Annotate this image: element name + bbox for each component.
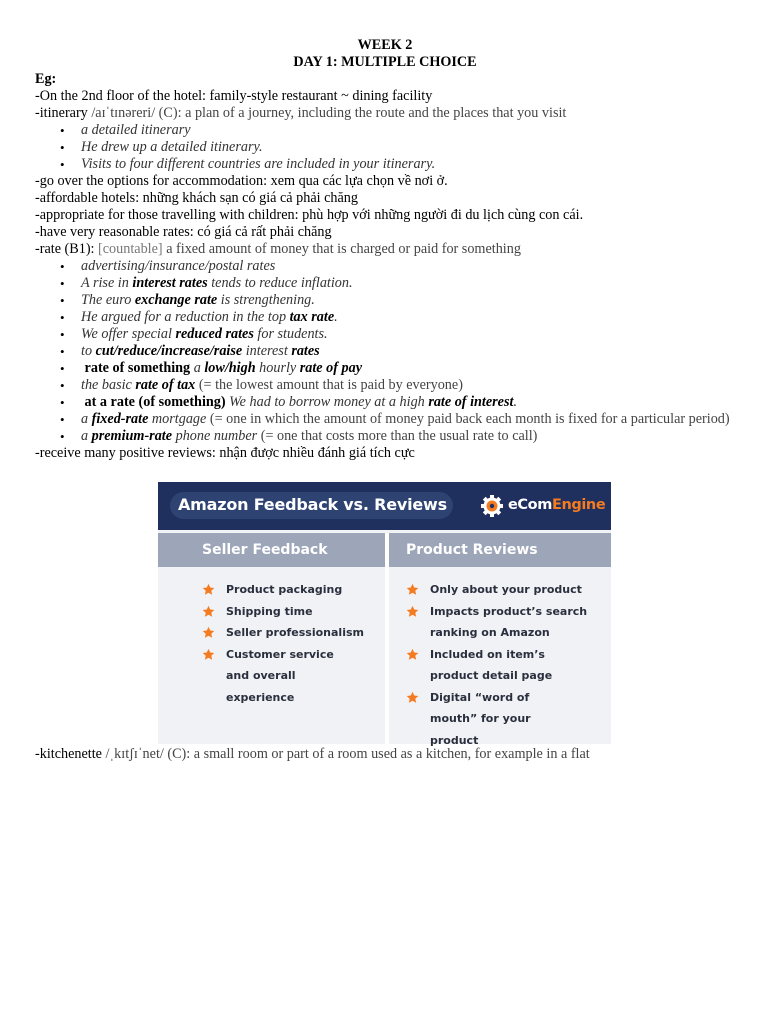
- product-reviews-header: Product Reviews: [389, 533, 611, 567]
- seller-feedback-list: [202, 579, 382, 708]
- line-receive-reviews: -receive many positive reviews: nhận được nhiều đánh giá tích cực: [35, 445, 415, 461]
- star-icon: [406, 583, 419, 596]
- list-item: • the basic rate of tax (= the lowest amount that is paid by everyone): [81, 377, 735, 394]
- line-hotel-floor: -On the 2nd floor of the hotel: family-style restaurant ~ dining facility: [35, 88, 433, 104]
- feedback-vs-reviews-infographic: [158, 482, 611, 747]
- seller-feedback-header: Seller Feedback: [158, 533, 385, 567]
- list-item: • a premium-rate phone number (= one that costs more than the usual rate to call): [81, 428, 735, 445]
- list-item: • A rise in interest rates tends to reduce inflation.: [81, 275, 735, 292]
- line-rate: [35, 241, 735, 258]
- list-item: • He drew up a detailed itinerary.: [81, 139, 735, 156]
- list-item: Seller professionalism: [202, 622, 382, 644]
- kitchenette-definition: : a small room or part of a room used as a kitchen, for example in a flat: [186, 746, 590, 762]
- itinerary-definition: : a plan of a journey, including the route and the places that you visit: [177, 105, 567, 121]
- star-icon: [202, 583, 215, 596]
- infographic-header: [158, 482, 611, 530]
- line-go-over: -go over the options for accommodation: xem qua các lựa chọn về nơi ở.: [35, 173, 448, 189]
- rate-word: -rate (B1):: [35, 241, 95, 257]
- line-affordable: -affordable hotels: những khách sạn có giá cả phải chăng: [35, 190, 358, 206]
- star-icon: [406, 691, 419, 704]
- document-page: [35, 37, 735, 462]
- list-item: • The euro exchange rate is strengthening.: [81, 292, 735, 309]
- list-item: Product packaging: [202, 579, 382, 601]
- list-item: • He argued for a reduction in the top tax rate.: [81, 309, 735, 326]
- kitchenette-ipa: /ˌkɪtʃɪˈnet/ (C): [105, 746, 187, 762]
- itinerary-examples: [35, 122, 735, 173]
- infographic-title: Amazon Feedback vs. Reviews: [178, 495, 447, 514]
- gear-icon: [480, 494, 504, 518]
- list-item: • a detailed itinerary: [81, 122, 735, 139]
- column-divider: [385, 533, 389, 744]
- star-icon: [202, 626, 215, 639]
- rate-examples: [35, 258, 735, 445]
- rate-definition: a fixed amount of money that is charged or paid for something: [166, 241, 521, 257]
- list-item: • advertising/insurance/postal rates: [81, 258, 735, 275]
- eg-label: Eg:: [35, 71, 57, 87]
- rate-countable: [countable]: [98, 241, 163, 257]
- itinerary-ipa: /aɪˈtɪnəreri/ (C): [91, 105, 178, 121]
- product-reviews-list: [406, 579, 606, 751]
- star-icon: [406, 648, 419, 661]
- list-item: • We offer special reduced rates for students.: [81, 326, 735, 343]
- week-title: WEEK 2: [357, 37, 413, 53]
- star-icon: [202, 605, 215, 618]
- star-icon: [202, 648, 215, 661]
- list-item: • at a rate (of something) We had to borrow money at a high rate of interest.: [81, 394, 735, 411]
- list-item: Included on item’s product detail page: [406, 644, 570, 687]
- list-item: Impacts product’s search ranking on Amazon: [406, 601, 595, 644]
- list-item: • Visits to four different countries are included in your itinerary.: [81, 156, 735, 173]
- list-item: Customer service and overall experience: [202, 644, 356, 709]
- list-item: • rate of something a low/high hourly rate of pay: [81, 360, 735, 377]
- line-kitchenette: [35, 746, 590, 763]
- brand-name: eComEngine: [508, 497, 606, 513]
- star-icon: [406, 605, 419, 618]
- kitchenette-word: -kitchenette: [35, 746, 102, 762]
- list-item: Shipping time: [202, 601, 382, 623]
- line-appropriate: -appropriate for those travelling with children: phù hợp với những người đi du lịch cùng con cái.: [35, 207, 584, 223]
- line-itinerary: [35, 105, 735, 122]
- list-item: • to cut/reduce/increase/raise interest rates: [81, 343, 735, 360]
- day-title: DAY 1: MULTIPLE CHOICE: [293, 54, 477, 70]
- itinerary-word: -itinerary: [35, 105, 88, 121]
- list-item: Only about your product: [406, 579, 606, 601]
- list-item: Digital “word of mouth” for your product: [406, 687, 580, 752]
- list-item: • a fixed-rate mortgage (= one in which the amount of money paid back each month is fixed for a particular period): [81, 411, 735, 428]
- line-reasonable-rates: -have very reasonable rates: có giá cả rất phải chăng: [35, 224, 332, 240]
